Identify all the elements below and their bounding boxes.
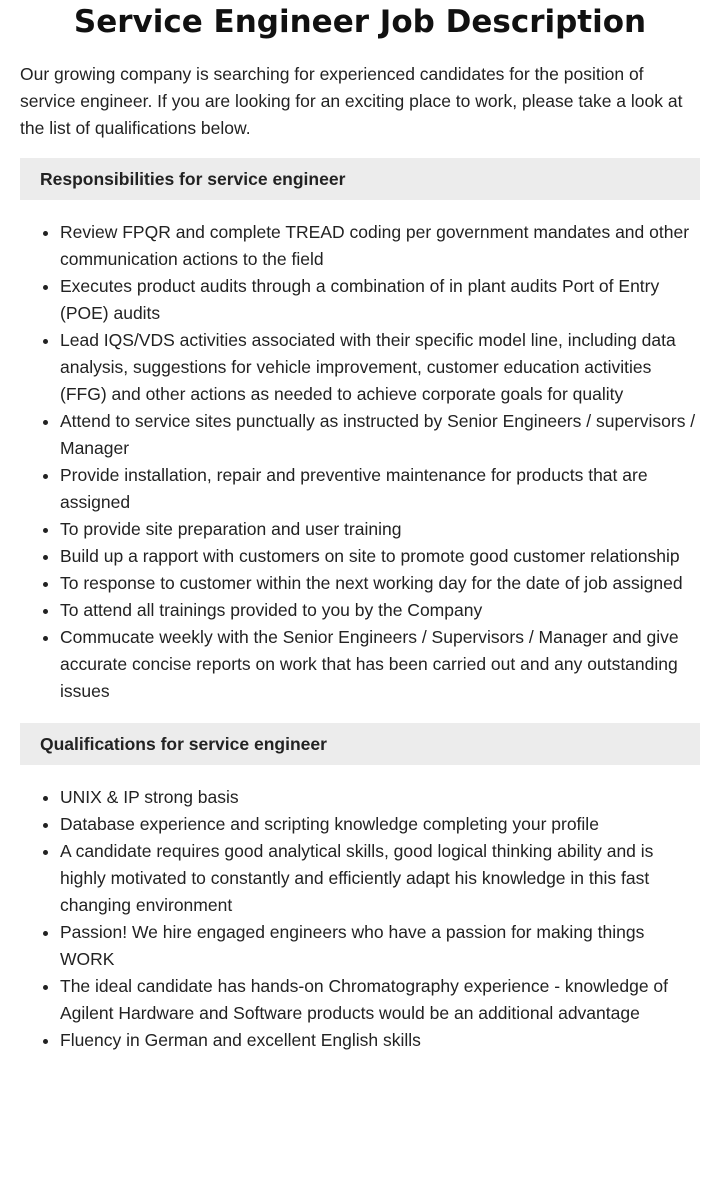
list-item: • Database experience and scripting knowledge completing your profile <box>60 811 700 838</box>
list-item: • Executes product audits through a combination of in plant audits Port of Entry (POE) audits <box>60 273 700 327</box>
list-item: • To attend all trainings provided to you by the Company <box>60 597 700 624</box>
page-title: Service Engineer Job Description <box>73 4 647 40</box>
list-item: • A candidate requires good analytical skills, good logical thinking ability and is highly motivated to constantly and efficiently adapt his knowledge in this fast changing environment <box>60 838 700 919</box>
responsibilities-list <box>20 219 700 705</box>
list-item: • To provide site preparation and user training <box>60 516 700 543</box>
list-item: • UNIX & IP strong basis <box>60 784 700 811</box>
list-item: • The ideal candidate has hands-on Chromatography experience - knowledge of Agilent Hardware and Software products would be an additional advantage <box>60 973 700 1027</box>
list-item: • Review FPQR and complete TREAD coding per government mandates and other communication actions to the field <box>60 219 700 273</box>
list-item: • Attend to service sites punctually as instructed by Senior Engineers / supervisors / Manager <box>60 408 700 462</box>
qualifications-heading: Qualifications for service engineer <box>20 723 700 765</box>
intro-paragraph: Our growing company is searching for experienced candidates for the position of service engineer. If you are looking for an exciting place to work, please take a look at the list of qualifications below. <box>20 64 683 138</box>
list-item: • Lead IQS/VDS activities associated with their specific model line, including data analysis, suggestions for vehicle improvement, customer education activities (FFG) and other actions as needed to achieve corporate goals for quality <box>60 327 700 408</box>
list-item: • Build up a rapport with customers on site to promote good customer relationship <box>60 543 700 570</box>
list-item: • Fluency in German and excellent English skills <box>60 1027 700 1054</box>
list-item: • To response to customer within the next working day for the date of job assigned <box>60 570 700 597</box>
list-item: • Provide installation, repair and preventive maintenance for products that are assigned <box>60 462 700 516</box>
list-item: • Commucate weekly with the Senior Engineers / Supervisors / Manager and give accurate concise reports on work that has been carried out and any outstanding issues <box>60 624 700 705</box>
responsibilities-heading: Responsibilities for service engineer <box>20 158 700 200</box>
list-item: • Passion! We hire engaged engineers who have a passion for making things WORK <box>60 919 700 973</box>
qualifications-list <box>20 784 700 1054</box>
